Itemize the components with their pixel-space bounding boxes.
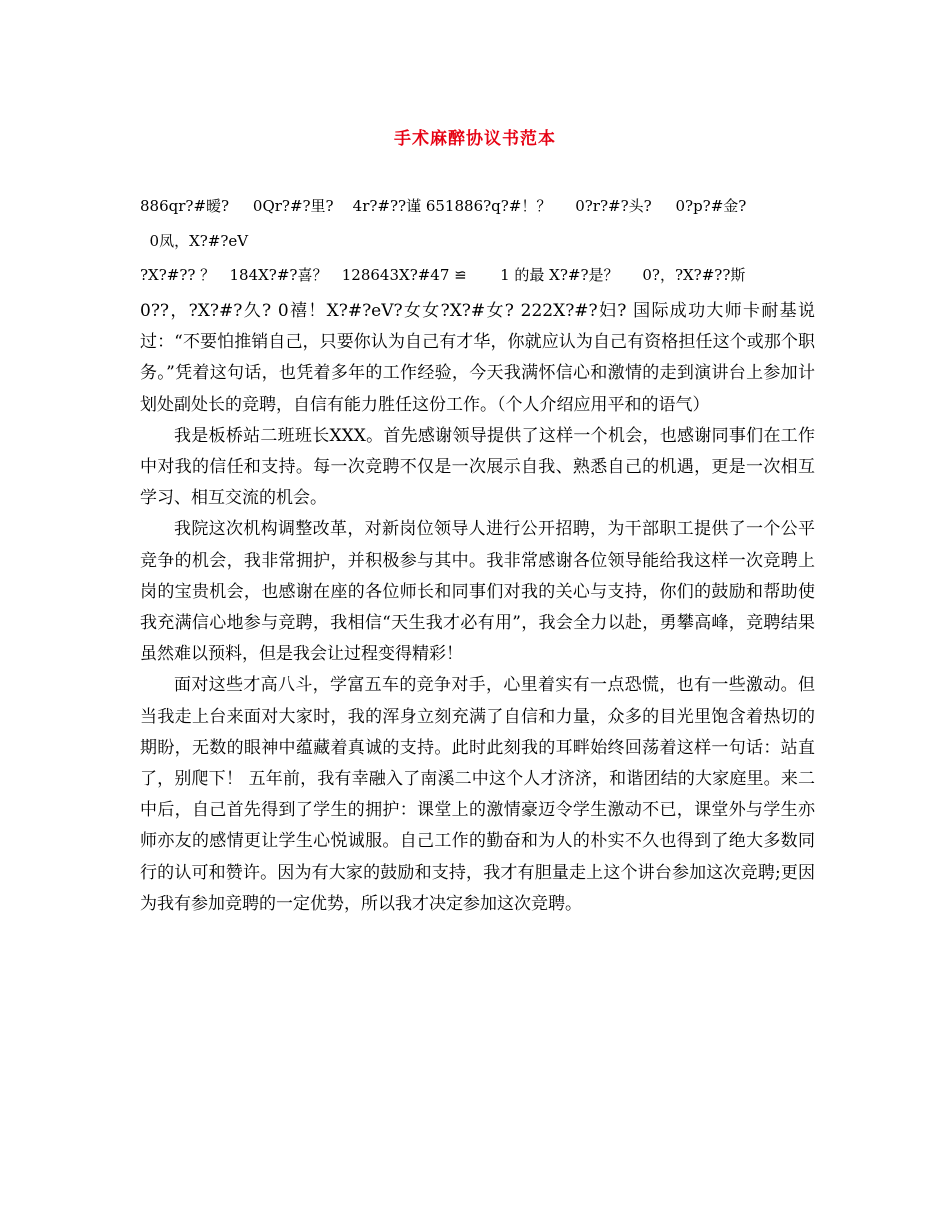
- paragraph-motivation: 面对这些才高八斗，学富五车的竞争对手，心里着实有一点恐慌，也有一些激动。但当我走上台来面对大家时，我的浑身立刻充满了自信和力量，众多的目光里饱含着热切的期盼，无数的眼神中蕴藏着真诚的支持。此时此刻我的耳畔始终回荡着这样一句话：站直了，别爬下！ 五年前，我有幸融入了南溪二中这个人才济济，和谐团结的大家庭里。来二中后，自己首先得到了学生的拥护：课堂上的激情豪迈令学生激动不已，课堂外与学生亦师亦友的感情更让学生心悦诚服。自己工作的勤奋和为人的朴实不久也得到了绝大多数同行的认可和赞许。因为有大家的鼓励和支持，我才有胆量走上这个讲台参加这次竞聘;更因为我有参加竞聘的一定优势，所以我才决定参加这次竞聘。: [140, 675, 815, 914]
- paragraph-reform: 我院这次机构调整改革，对新岗位领导人进行公开招聘，为干部职工提供了一个公平竞争的机会，我非常拥护，并积极参与其中。我非常感谢各位领导能给我这样一次竞聘上岗的宝贵机会，也感谢在座的各位师长和同事们对我的关心与支持，你们的鼓励和帮助使我充满信心地参与竞聘，我相信“天生我才必有用”，我会全力以赴，勇攀高峰，竞聘结果虽然难以预料，但是我会让过程变得精彩！: [140, 519, 815, 665]
- garbled-line-3: ?X?#?? ？ 184X?#?喜？ 128643X?#47 ≌ 1 的最 X?#?是？ 0?，?X?#??斯: [140, 266, 746, 284]
- garbled-line-2: 0凤，X?#?eV: [140, 232, 249, 250]
- garbled-line-1: 886qr?#暧? 0Qr?#?里? 4r?#??谨 651886?q?#！？ 0?r?#?头? 0?p?#金?: [140, 197, 747, 215]
- paragraph-intro: 0??，?X?#?久? 0禧！X?#?eV?女女?X?#女? 222X?#?妇? 国际成功大师卡耐基说过：“不要怕推销自己，只要你认为自己有才华，你就应认为自己有资格担任这个或那个职务。”凭着这句话，也凭着多年的工作经验，今天我满怀信心和激情的走到演讲台上参加计划处副处长的竞聘，自信有能力胜任这份工作。（个人介绍应用平和的语气）: [140, 301, 815, 415]
- document-title: 手术麻醉协议书范本: [394, 129, 556, 149]
- body-text: [140, 296, 815, 920]
- paragraph-self-intro: 我是板桥站二班班长XXX。首先感谢领导提供了这样一个机会，也感谢同事们在工作中对我的信任和支持。每一次竞聘不仅是一次展示自我、熟悉自己的机遇，更是一次相互学习、相互交流的机会。: [140, 425, 815, 509]
